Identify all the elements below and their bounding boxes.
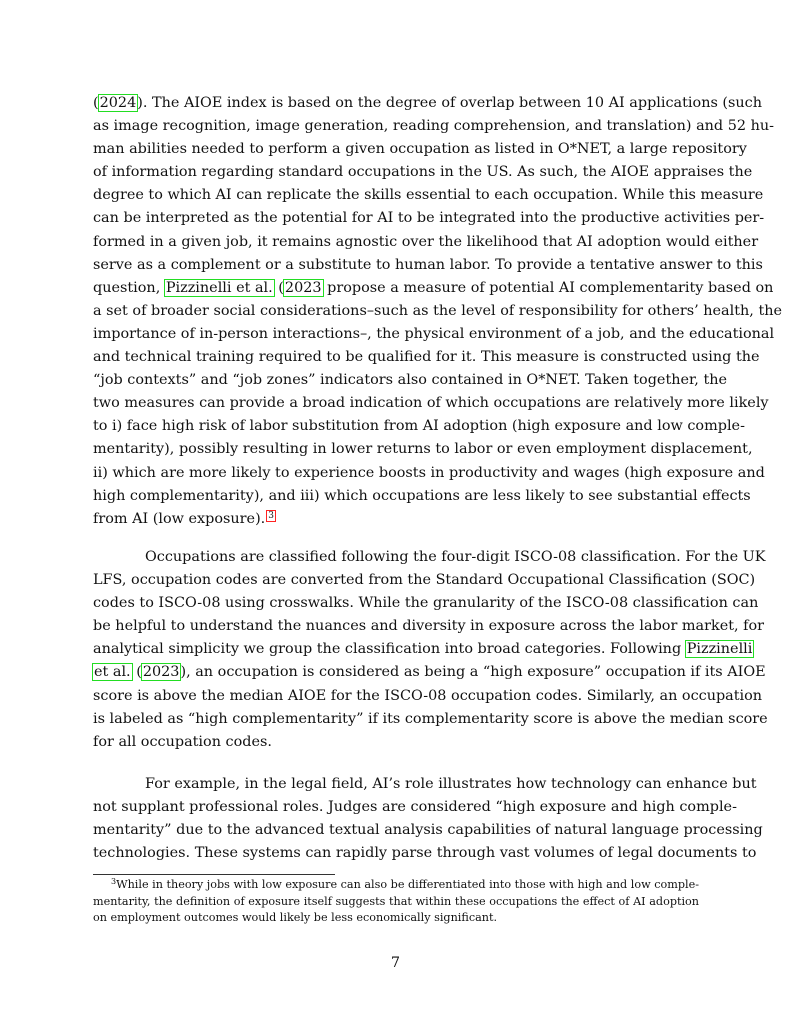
- citation-link[interactable]: Pizzinelli et al.: [165, 279, 273, 296]
- citation-link[interactable]: Pizzinelli: [686, 641, 753, 658]
- citation-link[interactable]: et al.: [94, 664, 131, 681]
- footnote-line: mentarity, the definition of exposure itself suggests that within these occupations the effect of AI adoption: [93, 894, 699, 908]
- text-line: technologies. These systems can rapidly parse through vast volumes of legal documents to: [93, 845, 757, 862]
- footnote-reference-link[interactable]: 3: [268, 510, 274, 521]
- text-line: man abilities needed to perform a given occupation as listed in O*NET, a large repository: [93, 141, 747, 158]
- text-line: et al. (2023), an occupation is considered as being a “high exposure” occupation if its AIOE: [94, 664, 766, 681]
- text-line: importance of in-person interactions–, the physical environment of a job, and the educational: [93, 325, 775, 342]
- text-line: codes to ISCO-08 using crosswalks. While the granularity of the ISCO-08 classification can: [93, 595, 759, 612]
- text-line: as image recognition, image generation, reading comprehension, and translation) and 52 hu-: [93, 118, 774, 135]
- footnote-divider: [93, 874, 335, 875]
- footnote-line: on employment outcomes would likely be less economically significant.: [93, 911, 498, 924]
- text-line: is labeled as “high complementarity” if its complementarity score is above the median score: [93, 710, 768, 727]
- text-line: for all occupation codes.: [93, 733, 272, 750]
- footnote-line: $^3$While in theory jobs with low exposure can also be differentiated into those with high and low comple-: [111, 877, 699, 891]
- text-line: formed in a given job, it remains agnostic over the likelihood that AI adoption would either: [93, 233, 759, 250]
- text-line: mentarity), possibly resulting in lower returns to labor or even employment displacement,: [93, 441, 753, 458]
- text-line: a set of broader social considerations–such as the level of responsibility for others’ health, the: [93, 302, 783, 319]
- text-line: LFS, occupation codes are converted from the Standard Occupational Classification (SOC): [93, 572, 756, 589]
- text-line: (2024). The AIOE index is based on the degree of overlap between 10 AI applications (such: [93, 95, 763, 111]
- citation-year-link[interactable]: 2023: [284, 279, 322, 296]
- text-line: question, Pizzinelli et al. (2023 propose a measure of potential AI complementarity based on: [93, 279, 774, 296]
- citation-year-link[interactable]: 2023: [142, 664, 180, 681]
- text-line: can be interpreted as the potential for AI to be integrated into the productive activities per-: [93, 210, 765, 227]
- text-line: Occupations are classified following the four-digit ISCO-08 classification. For the UK: [145, 549, 766, 565]
- footnote: [93, 877, 699, 927]
- text-line: of information regarding standard occupations in the US. As such, the AIOE appraises the: [93, 164, 753, 181]
- text-line: serve as a complement or a substitute to human labor. To provide a tentative answer to this: [93, 256, 763, 273]
- text-line: ii) which are more likely to experience boosts in productivity and wages (high exposure and: [93, 464, 765, 481]
- text-line: high complementarity), and iii) which occupations are less likely to see substantial effects: [93, 487, 751, 504]
- text-line: two measures can provide a broad indication of which occupations are relatively more likely: [93, 395, 769, 412]
- text-line: from AI (low exposure). $^3$: [93, 510, 274, 527]
- footnote-mark: 3: [111, 877, 117, 886]
- page-number: 7: [390, 955, 401, 971]
- text-line: to i) face high risk of labor substitution from AI adoption (high exposure and low comple-: [93, 418, 745, 435]
- paragraph-classification: [93, 546, 768, 754]
- citation-link[interactable]: 2024: [99, 95, 137, 111]
- paragraph-legal-example: [93, 773, 763, 865]
- text-line: degree to which AI can replicate the skills essential to each occupation. While this measure: [93, 187, 764, 204]
- text-line: be helpful to understand the nuances and diversity in exposure across the labor market, for: [93, 618, 765, 635]
- text-line: “job contexts” and “job zones” indicators also contained in O*NET. Taken together, the: [93, 372, 728, 389]
- text-line: and technical training required to be qualified for it. This measure is constructed using the: [93, 349, 760, 366]
- text-line: analytical simplicity we group the classification into broad categories. Following Pizzinelli: [93, 641, 753, 658]
- paragraph-aioe-index: [93, 92, 783, 531]
- text-line: mentarity” due to the advanced textual analysis capabilities of natural language processing: [93, 822, 763, 839]
- text-line: score is above the median AIOE for the ISCO-08 occupation codes. Similarly, an occupation: [93, 687, 763, 704]
- text-line: For example, in the legal field, AI’s role illustrates how technology can enhance but: [145, 776, 757, 792]
- text-line: not supplant professional roles. Judges are considered “high exposure and high comple-: [93, 799, 737, 816]
